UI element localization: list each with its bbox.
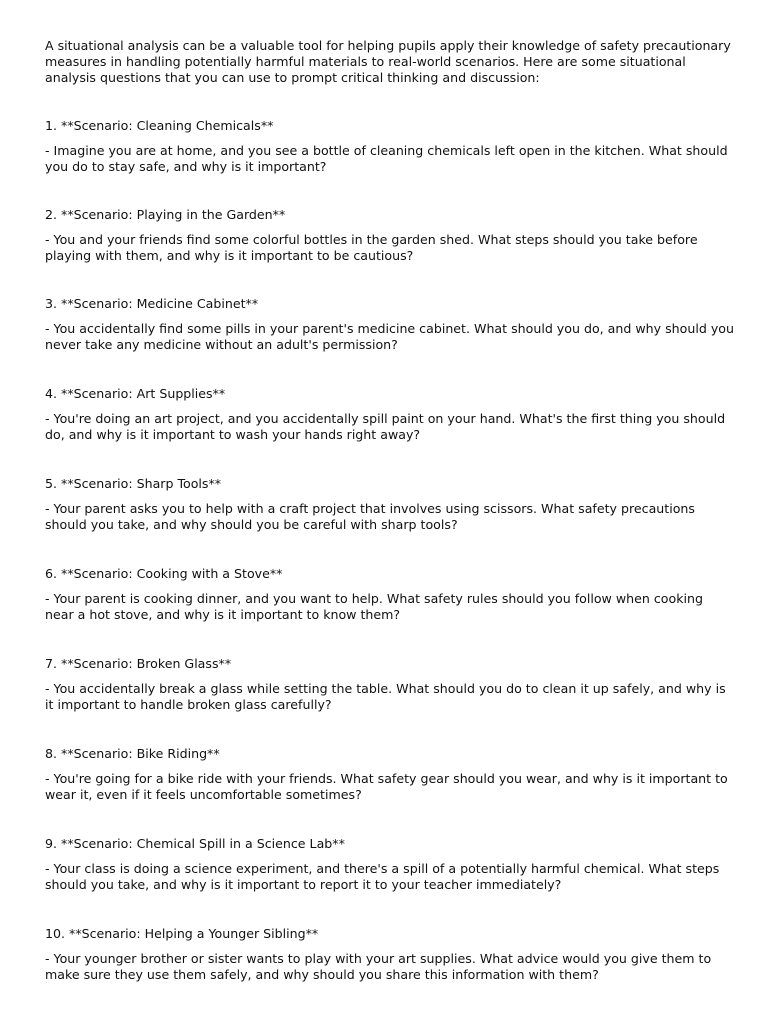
scenario-question: - Your parent is cooking dinner, and you want to help. What safety rules should you follow when cooking near a hot stove, and why is it important to know them? — [45, 591, 703, 622]
scenario-question: - Your parent asks you to help with a craft project that involves using scissors. What safety precautions should you take, and why should you be careful with sharp tools? — [45, 501, 695, 532]
scenario-question: - Your younger brother or sister wants to play with your art supplies. What advice would you give them to make sure they use them safely, and why should you share this information with them? — [45, 951, 712, 982]
document-page — [45, 38, 735, 983]
scenario-title: 4. **Scenario: Art Supplies** — [45, 386, 226, 401]
intro-paragraph: A situational analysis can be a valuable tool for helping pupils apply their knowledge of safety precautionary measures in handling potentially harmful materials to real-world scenarios. Here are some situational analysis questions that you can use to prompt critical thinking and discussion: — [45, 38, 731, 85]
scenario-9 — [45, 836, 735, 893]
scenario-title: 10. **Scenario: Helping a Younger Sibling** — [45, 926, 319, 941]
scenario-4 — [45, 386, 735, 443]
scenario-7 — [45, 656, 735, 713]
scenario-title: 8. **Scenario: Bike Riding** — [45, 746, 220, 761]
scenario-6 — [45, 566, 735, 623]
scenario-question: - You accidentally break a glass while setting the table. What should you do to clean it up safely, and why is it important to handle broken glass carefully? — [45, 681, 726, 712]
scenario-question: - You're doing an art project, and you accidentally spill paint on your hand. What's the first thing you should do, and why is it important to wash your hands right away? — [45, 411, 726, 442]
scenario-title: 5. **Scenario: Sharp Tools** — [45, 476, 222, 491]
scenario-3 — [45, 296, 735, 353]
scenario-10 — [45, 926, 735, 983]
scenario-question: - Your class is doing a science experiment, and there's a spill of a potentially harmful chemical. What steps should you take, and why is it important to report it to your teacher immediately? — [45, 861, 720, 892]
scenario-question: - Imagine you are at home, and you see a bottle of cleaning chemicals left open in the kitchen. What should you do to stay safe, and why is it important? — [45, 143, 728, 174]
scenario-question: - You accidentally find some pills in your parent's medicine cabinet. What should you do, and why should you never take any medicine without an adult's permission? — [45, 321, 734, 352]
scenario-title: 6. **Scenario: Cooking with a Stove** — [45, 566, 283, 581]
scenario-1 — [45, 118, 735, 175]
scenario-title: 1. **Scenario: Cleaning Chemicals** — [45, 118, 274, 133]
scenario-title: 7. **Scenario: Broken Glass** — [45, 656, 232, 671]
scenario-question: - You and your friends find some colorful bottles in the garden shed. What steps should you take before playing with them, and why is it important to be cautious? — [45, 232, 698, 263]
scenario-title: 3. **Scenario: Medicine Cabinet** — [45, 296, 259, 311]
scenario-2 — [45, 207, 735, 264]
scenario-question: - You're going for a bike ride with your friends. What safety gear should you wear, and why is it important to wear it, even if it feels uncomfortable sometimes? — [45, 771, 728, 802]
scenario-8 — [45, 746, 735, 803]
scenario-title: 9. **Scenario: Chemical Spill in a Science Lab** — [45, 836, 345, 851]
scenario-title: 2. **Scenario: Playing in the Garden** — [45, 207, 286, 222]
scenario-5 — [45, 476, 735, 533]
